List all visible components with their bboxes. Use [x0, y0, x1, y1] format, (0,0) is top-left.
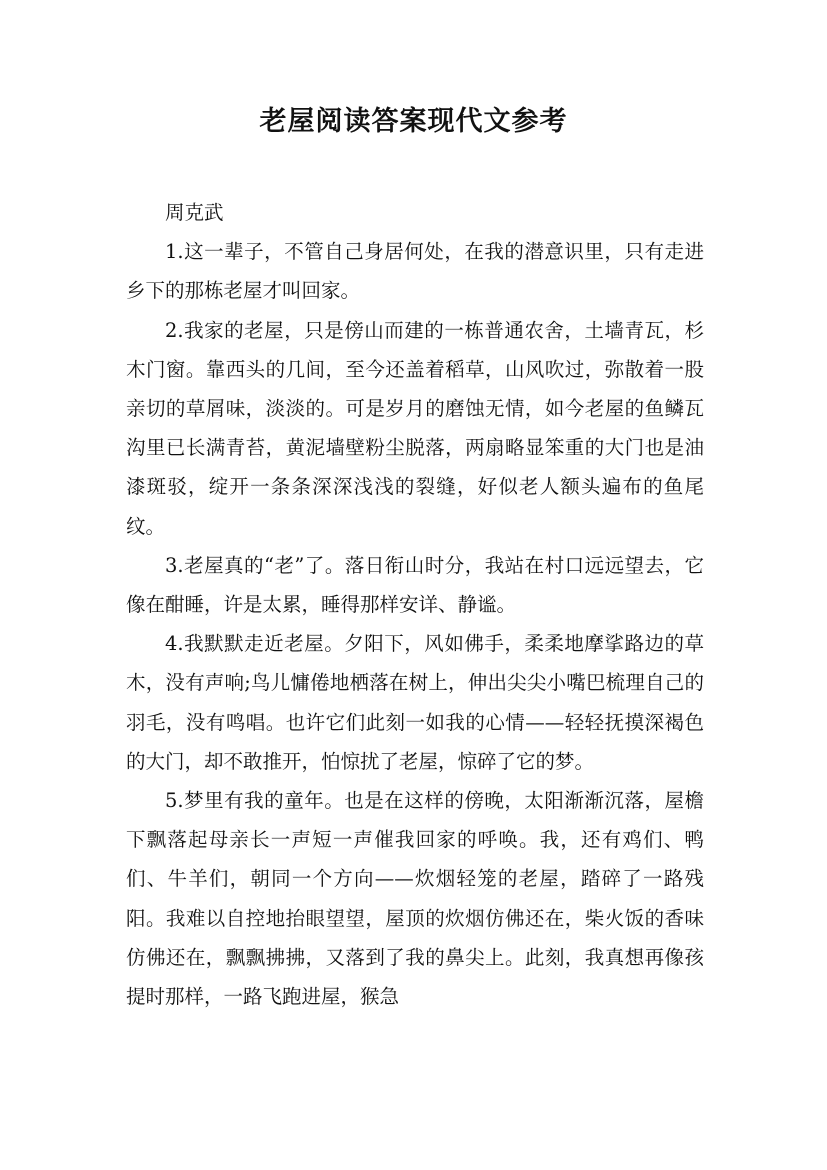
paragraph-2: 2.我家的老屋，只是傍山而建的一栋普通农舍，土墙青瓦，杉木门窗。靠西头的几间，至今还盖着稻草，山风吹过，弥散着一股亲切的草屑味，淡淡的。可是岁月的磨蚀无情，如今老屋的鱼鳞瓦沟里已长满青苔，黄泥墙壁粉尘脱落，两扇略显笨重的大门也是油漆斑驳，绽开一条条深深浅浅的裂缝，好似老人额头遍布的鱼尾纹。	[126, 318, 704, 538]
author-name: 周克武	[165, 201, 224, 224]
paragraph-4: 4.我默默走近老屋。夕阳下，风如佛手，柔柔地摩挲路边的草木，没有声响;鸟儿慵倦地栖落在树上，伸出尖尖小嘴巴梳理自己的羽毛，没有鸣唱。也许它们此刻一如我的心情——轻轻抚摸深褐色的大门，却不敢推开，怕惊扰了老屋，惊碎了它的梦。	[126, 632, 704, 773]
document-title: 老屋阅读答案现代文参考	[259, 106, 568, 137]
document-body	[126, 193, 704, 1016]
paragraph-5: 5.梦里有我的童年。也是在这样的傍晚，太阳渐渐沉落，屋檐下飘落起母亲长一声短一声催我回家的呼唤。我，还有鸡们、鸭们、牛羊们，朝同一个方向——炊烟轻笼的老屋，踏碎了一路残阳。我难以自控地抬眼望望，屋顶的炊烟仿佛还在，柴火饭的香味仿佛还在，飘飘拂拂，又落到了我的鼻尖上。此刻，我真想再像孩提时那样，一路飞跑进屋，猴急	[126, 789, 704, 1009]
paragraph-3: 3.老屋真的“老”了。落日衔山时分，我站在村口远远望去，它像在酣睡，许是太累，睡得那样安详、静谧。	[126, 553, 704, 617]
paragraph-1: 1.这一辈子，不管自己身居何处，在我的潜意识里，只有走进乡下的那栋老屋才叫回家。	[126, 240, 704, 303]
